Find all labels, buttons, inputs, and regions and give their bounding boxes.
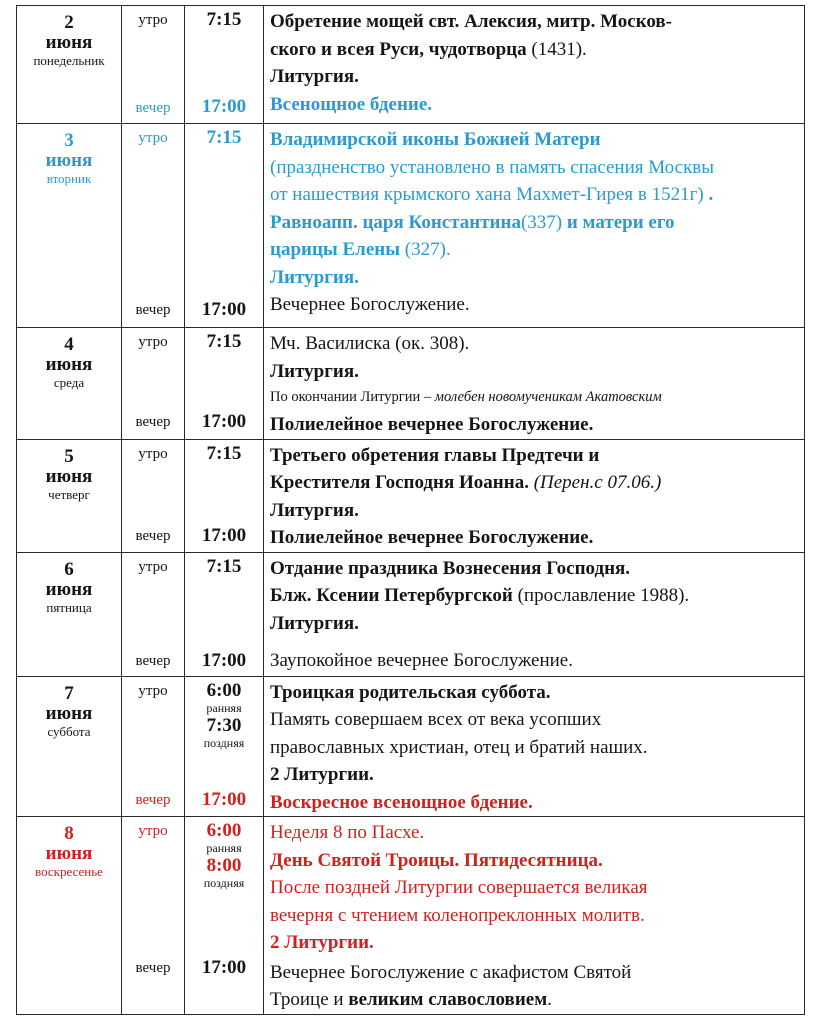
time-cell — [185, 328, 264, 440]
month-name: июня — [45, 354, 93, 375]
evening-service: Вечернее Богослужение с акафистом Святой — [270, 961, 632, 983]
evening-label: вечер — [135, 652, 171, 669]
day-row — [17, 817, 805, 1015]
day-number: 2 — [64, 12, 74, 33]
date-cell — [17, 817, 122, 1015]
evening-service: Заупокойное вечернее Богослужение. — [270, 650, 573, 671]
month-name: июня — [45, 465, 93, 487]
feast-line: Крестителя Господня Иоанна. (Перен.с 07.06.) — [270, 472, 662, 493]
day-number: 4 — [64, 334, 74, 355]
service-note: По окончании Литургии – молебен новомученикам Акатовским — [270, 389, 662, 405]
liturgy-line: Литургия. — [270, 499, 359, 521]
evening-service-cont: Троице и великим славословием. — [270, 989, 552, 1010]
morning-time: 7:15 — [206, 442, 242, 464]
period-cell — [122, 817, 185, 1015]
period-cell — [122, 676, 185, 817]
weekday-name: вторник — [46, 171, 92, 186]
service-note: вечерня с чтением коленопреклонных молитв. — [270, 904, 645, 926]
services-cell — [264, 328, 805, 440]
early-time: 6:00 — [206, 679, 242, 701]
early-label: ранняя — [206, 841, 242, 855]
evening-service: Полиелейное вечернее Богослужение. — [270, 414, 594, 435]
weekday-name: понедельник — [33, 53, 105, 68]
services-cell — [264, 817, 805, 1015]
time-cell — [185, 6, 264, 124]
feast-line: Владимирской иконы Божией Матери — [270, 129, 601, 150]
evening-time: 17:00 — [201, 96, 247, 117]
services-cell — [264, 552, 805, 676]
day-row — [17, 6, 805, 124]
feast-line: ского и всея Руси, чудотворца (1431). — [270, 38, 587, 60]
morning-label: утро — [138, 334, 168, 350]
month-name: июня — [45, 702, 93, 724]
evening-label: вечер — [135, 302, 171, 318]
date-cell — [17, 328, 122, 440]
feast-line: Неделя 8 по Пасхе. — [270, 822, 425, 843]
feast-note: от нашествия крымского хана Махмет-Гирея в 1521г) . — [270, 184, 714, 205]
feast-line: Троицкая родительская суббота. — [270, 681, 551, 703]
date-cell — [17, 6, 122, 124]
day-row — [17, 552, 805, 676]
evening-service: Воскресное всенощное бдение. — [270, 791, 533, 813]
period-cell — [122, 439, 185, 552]
late-time: 7:30 — [206, 714, 242, 736]
morning-label: утро — [138, 445, 168, 462]
evening-service: Полиелейное вечернее Богослужение. — [270, 527, 594, 548]
day-row — [17, 124, 805, 328]
evening-time: 17:00 — [201, 649, 247, 671]
evening-service: Вечернее Богослужение. — [270, 294, 470, 315]
late-time: 8:00 — [206, 855, 242, 876]
day-row — [17, 676, 805, 817]
morning-time: 7:15 — [206, 555, 242, 577]
period-cell — [122, 124, 185, 328]
liturgy-line: 2 Литургии. — [270, 764, 374, 785]
evening-label: вечер — [135, 791, 171, 808]
schedule-table — [16, 5, 805, 1015]
morning-time: 7:15 — [206, 9, 242, 30]
weekday-name: воскресенье — [35, 864, 103, 879]
evening-time: 17:00 — [201, 411, 247, 432]
time-cell — [185, 817, 264, 1015]
time-cell — [185, 552, 264, 676]
month-name: июня — [45, 578, 93, 600]
evening-service: Всенощное бдение. — [270, 93, 433, 115]
services-cell — [264, 676, 805, 817]
evening-label: вечер — [135, 527, 171, 544]
morning-label: утро — [138, 823, 168, 839]
late-label: поздняя — [203, 735, 245, 750]
day-number: 6 — [64, 558, 74, 580]
day-row — [17, 439, 805, 552]
date-cell — [17, 676, 122, 817]
weekday-name: четверг — [48, 486, 90, 502]
weekday-name: среда — [53, 375, 85, 390]
evening-label: вечер — [135, 414, 171, 430]
month-name: июня — [45, 150, 93, 171]
time-cell — [185, 124, 264, 328]
service-note: православных христиан, отец и братий наших. — [270, 736, 648, 758]
evening-time: 17:00 — [201, 957, 247, 978]
period-cell — [122, 6, 185, 124]
day-number: 5 — [64, 445, 74, 467]
feast-line: Отдание праздника Вознесения Господня. — [270, 557, 631, 579]
morning-label: утро — [138, 12, 168, 28]
feast-line: Равноапп. царя Константина(337) и матери его — [270, 211, 675, 233]
month-name: июня — [45, 32, 93, 53]
evening-label: вечер — [135, 960, 171, 976]
feast-line: Мч. Василиска (ок. 308). — [270, 333, 470, 354]
date-cell — [17, 552, 122, 676]
morning-label: утро — [138, 130, 168, 146]
month-name: июня — [45, 843, 93, 864]
day-number: 7 — [64, 682, 74, 704]
morning-label: утро — [138, 558, 168, 575]
weekday-name: пятница — [46, 599, 92, 615]
evening-time: 17:00 — [201, 299, 247, 320]
early-label: ранняя — [206, 700, 242, 715]
day-number: 3 — [64, 130, 74, 151]
day-number: 8 — [64, 823, 74, 844]
morning-time: 7:15 — [206, 331, 242, 352]
morning-time: 7:15 — [206, 127, 242, 148]
date-cell — [17, 439, 122, 552]
late-label: поздняя — [203, 876, 245, 890]
period-cell — [122, 552, 185, 676]
liturgy-line: Литургия. — [270, 66, 359, 87]
service-note: Память совершаем всех от века усопших — [270, 709, 602, 730]
service-note: После поздней Литургии совершается великая — [270, 877, 648, 898]
liturgy-line: Литургия. — [270, 360, 359, 382]
liturgy-line: Литургия. — [270, 612, 359, 634]
feast-line: Третьего обретения главы Предтечи и — [270, 444, 600, 466]
early-time: 6:00 — [206, 820, 242, 841]
services-cell — [264, 124, 805, 328]
services-cell — [264, 6, 805, 124]
evening-time: 17:00 — [201, 524, 247, 546]
weekday-name: суббота — [47, 723, 91, 739]
feast-line: Блж. Ксении Петербургской (прославление 1988). — [270, 585, 690, 606]
feast-note: (праздненство установлено в память спасения Москвы — [270, 156, 715, 178]
liturgy-line: 2 Литургии. — [270, 932, 374, 953]
time-cell — [185, 439, 264, 552]
period-cell — [122, 328, 185, 440]
services-cell — [264, 439, 805, 552]
feast-line: День Святой Троицы. Пятидесятница. — [270, 849, 603, 871]
evening-label: вечер — [135, 100, 171, 116]
day-row — [17, 328, 805, 440]
evening-time: 17:00 — [201, 788, 247, 810]
feast-line: Обретение мощей свт. Алексия, митр. Москов- — [270, 11, 673, 32]
date-cell — [17, 124, 122, 328]
morning-label: утро — [138, 682, 168, 699]
feast-line: царицы Елены (327). — [270, 239, 451, 260]
liturgy-line: Литургия. — [270, 266, 359, 288]
time-cell — [185, 676, 264, 817]
